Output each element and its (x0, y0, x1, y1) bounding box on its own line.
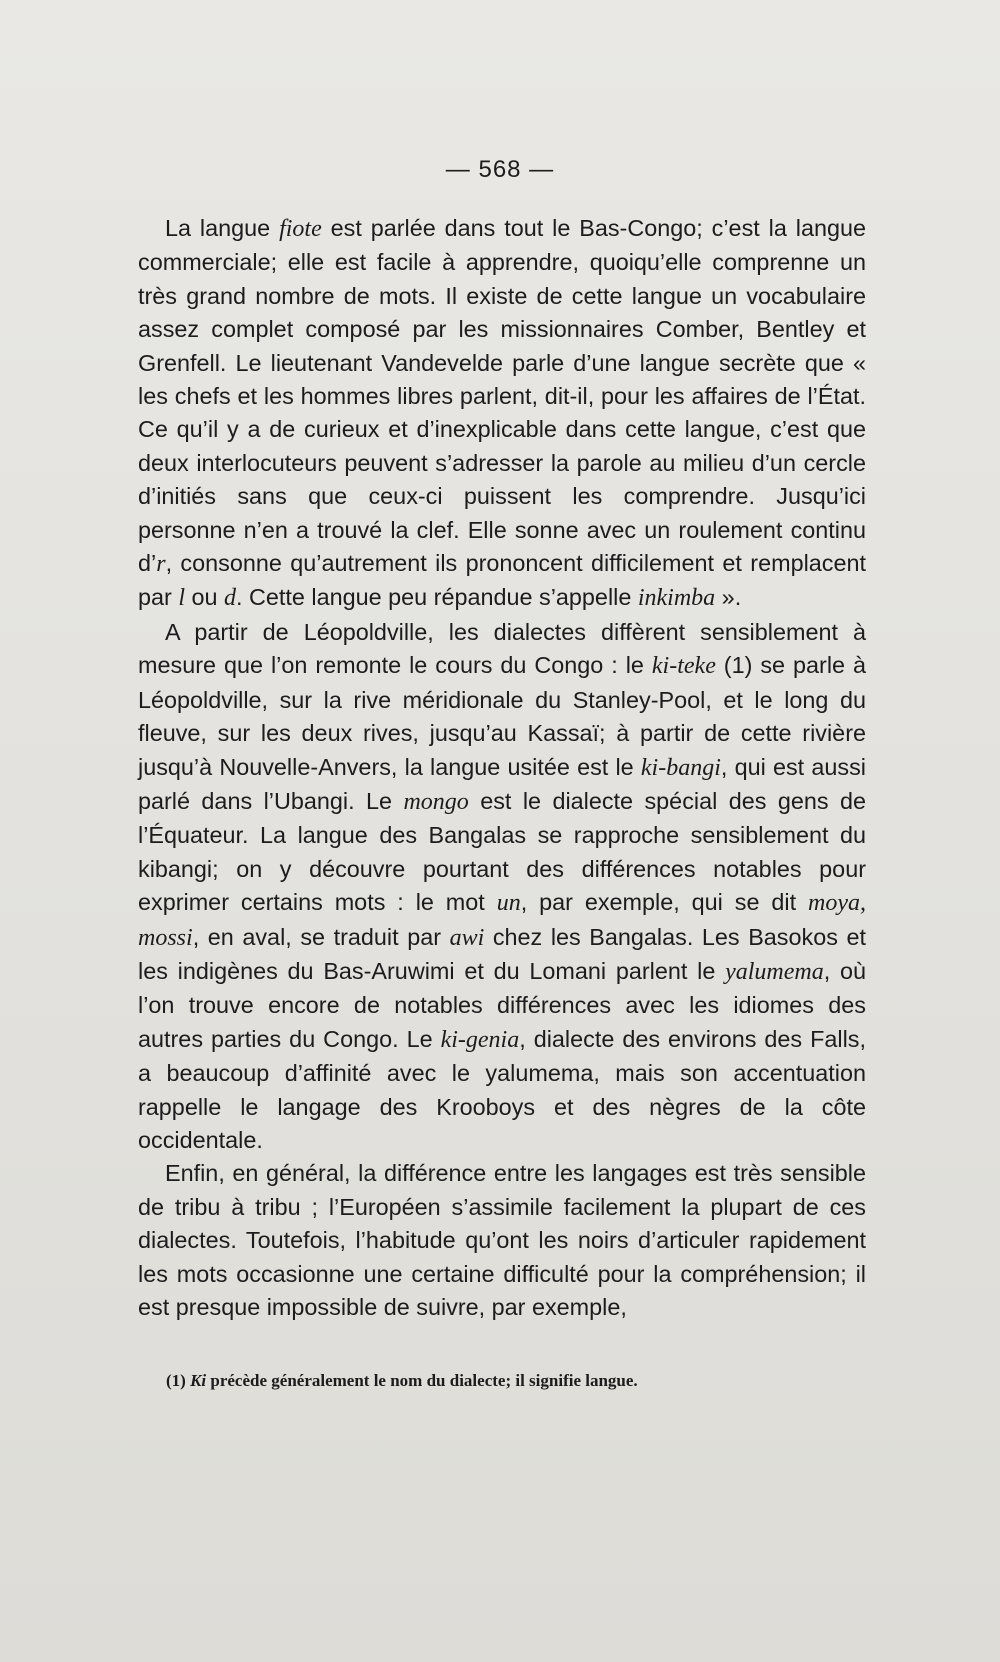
italic-term: ki-genia (440, 1026, 520, 1053)
italic-term: fiote (279, 216, 322, 242)
text-run: , qui est aussi parlé dans l’Ubangi. Le (138, 753, 866, 814)
text-run: , consonne qu’autrement ils prononcent difficilement et remplacent par (138, 550, 866, 611)
text-run: , où l’on trouve encore de notables différences avec les idiomes des autres parties du Congo. Le (138, 957, 867, 1052)
italic-term: Ki (190, 1371, 207, 1390)
text-run: ». (715, 584, 742, 611)
text-run: chez les Bangalas. Les Basokos et les indigènes du Bas-Aruwimi et du Lomani parlent le (138, 923, 866, 984)
italic-term: d (224, 585, 236, 612)
italic-term: ki-teke (651, 653, 716, 680)
paragraph-dialects (138, 616, 866, 1158)
italic-term: inkimba (637, 585, 716, 612)
text-run: ou (184, 584, 224, 611)
text-run: . Cette langue peu répandue s’appelle (236, 584, 638, 611)
text-run: , dialecte des environs des Falls, a beaucoup d’affinité avec le yalumema, mais son accentuation rappelle le langage des Krooboys et des nègres de la côte occidentale. (138, 1025, 866, 1153)
italic-term: mongo (403, 788, 469, 815)
italic-term: r (156, 551, 166, 578)
text-run: est parlée dans tout le Bas-Congo; c’est la langue commerciale; elle est facile à apprendre, quoiqu’elle comprenne un très grand nombre de mots. Il existe de cette langue un vocabulaire assez complet composé par les missionnaires Comber, Bentley et Grenfell. Le lieutenant Vandevelde parle d’une langue secrète que « les chefs et les hommes libres parlent, dit-il, pour les affaires de l’État. Ce qu’il y a de curieux et d’inexplicable dans cette langue, c’est que deux interlocuteurs peuvent s’adresser la parole au milieu d’un cercle d’initiés sans que ceux-ci puissent les comprendre. Jusqu’ici personne n’en a trouvé la clef. Elle sonne avec un roulement continu d’ (138, 215, 867, 577)
text-run: La langue (165, 215, 280, 241)
text-run: (1) se parle à Léopoldville, sur la rive méridionale du Stanley-Pool, et le long du fleuve, sur les deux rives, jusqu’au Kassaï; à partir de cette rivière jusqu’à Nouvelle-Anvers, la langue usitée est le (138, 652, 866, 780)
italic-term: moya, mossi (138, 890, 866, 951)
text-run: , en aval, se traduit par (192, 923, 450, 950)
text-run: A partir de Léopoldville, les dialectes diffèrent sensiblement à mesure que l’on remonte le cours du Congo : le (138, 618, 866, 679)
page-number: — 568 — (445, 156, 555, 183)
text-run: , par exemple, qui se dit (520, 889, 809, 916)
italic-term: awi (449, 924, 485, 951)
text-run: Enfin, en général, la différence entre les langages est très sensible de tribu à tribu ; l’Européen s’assimile facilement la plupart de ces dialectes. Toutefois, l’habitude qu’ont les noirs d’articuler rapidement les mots occasionne une certaine difficulté pour la compréhension; il est presque impossible de suivre, par exemple, (138, 1160, 866, 1320)
text-run: (1) (166, 1371, 191, 1390)
italic-term: ki-bangi (640, 754, 721, 781)
italic-term: yalumema (725, 958, 824, 985)
italic-term: un (496, 890, 521, 917)
italic-term: l (178, 585, 185, 612)
footnote (166, 1370, 866, 1392)
paragraph-fiote-language (138, 212, 866, 616)
text-run: est le dialecte spécial des gens de l’Équateur. La langue des Bangalas se rapproche sensiblement du kibangi; on y découvre pourtant des différences notables pour exprimer certains mots : le mot (138, 787, 866, 916)
paragraph-tribal-differences (138, 1157, 866, 1324)
text-run: précède généralement le nom du dialecte; il signifie langue. (206, 1371, 638, 1390)
body-text (138, 212, 866, 1324)
